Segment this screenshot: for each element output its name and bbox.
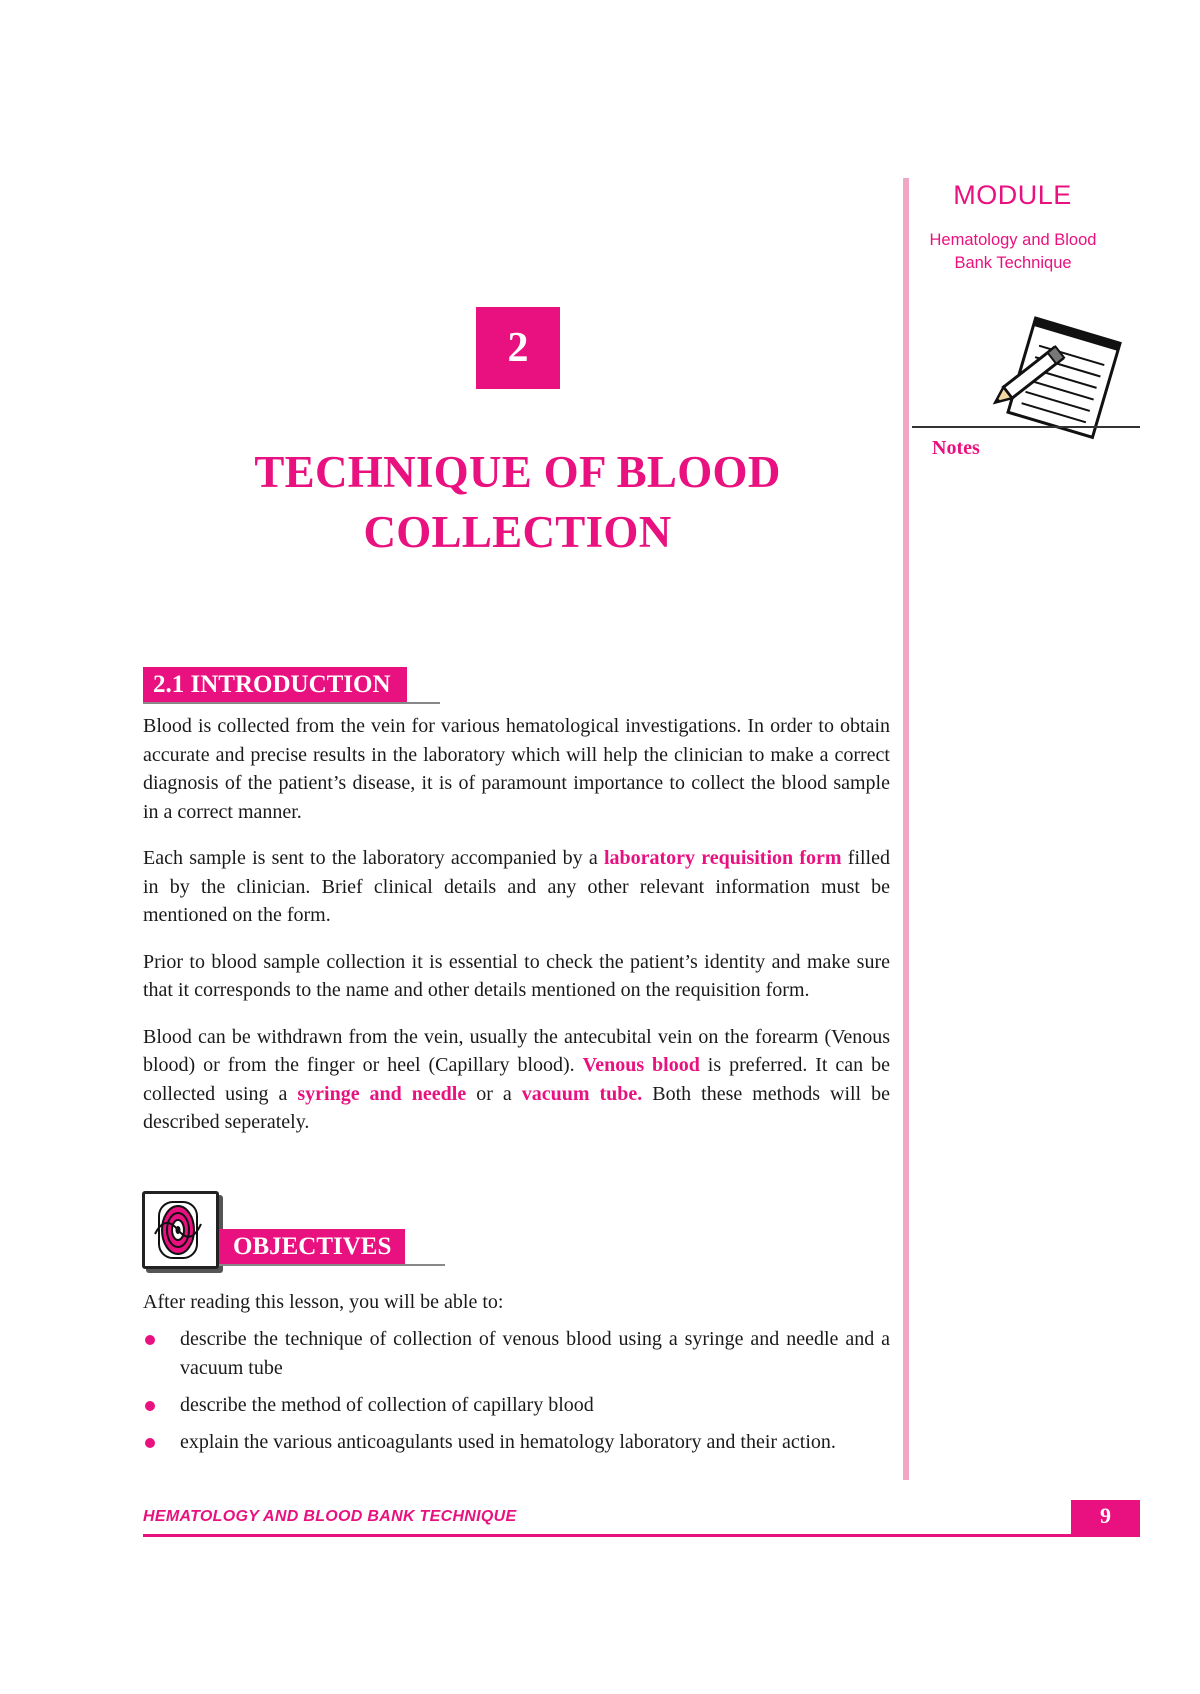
notes-label: Notes <box>932 437 980 459</box>
module-subtitle <box>918 229 1108 275</box>
objectives-icon-frame <box>142 1191 219 1269</box>
intro-paragraph-4 <box>143 1023 890 1137</box>
margin-rule <box>903 178 909 1480</box>
heading-underline <box>219 1264 445 1266</box>
module-subtitle-line1: Hematology and Blood <box>929 231 1097 249</box>
objectives-list <box>143 1325 890 1465</box>
paragraph-text: Both these methods will be described seperately. <box>143 1082 890 1133</box>
objective-text: explain the various anticoagulants used in hematology laboratory and their action. <box>180 1431 836 1453</box>
paragraph-text: is preferred. It can be collected using a <box>143 1054 890 1105</box>
intro-paragraph-1: Blood is collected from the vein for various hematological investigations. In order to obtain accurate and precise results in the laboratory which will help the clinician to make a correct diagnosis of the patient’s disease, it is of paramount importance to collect the blood sample in a correct manner. <box>143 715 890 823</box>
module-title: MODULE <box>953 180 1072 210</box>
intro-paragraph-3: Prior to blood sample collection it is essential to check the patient’s identity and make sure that it corresponds to the name and other details mentioned on the requisition form. <box>143 950 890 1001</box>
objective-text: describe the method of collection of capillary blood <box>180 1394 594 1416</box>
list-item <box>143 1428 890 1457</box>
list-item <box>143 1391 890 1420</box>
bullet-icon <box>145 1438 155 1448</box>
notes-divider <box>912 426 1140 428</box>
paragraph-text: Blood can be withdrawn from the vein, usually the antecubital vein on the forearm (Venous blood) or from the finger or heel (Capillary blood). <box>143 1025 890 1076</box>
intro-paragraph-2 <box>143 844 890 930</box>
heading-underline <box>143 702 440 704</box>
introduction-heading: 2.1 INTRODUCTION <box>143 667 407 702</box>
bullet-icon <box>145 1401 155 1411</box>
list-item <box>143 1325 890 1383</box>
paragraph-text: filled in by the clinician. Brief clinical details and any other relevant information must be mentioned on the form. <box>143 847 890 926</box>
paragraph-text: or a <box>466 1082 522 1105</box>
objectives-heading: OBJECTIVES <box>219 1229 405 1264</box>
introduction-body <box>143 712 890 1155</box>
page-number: 9 <box>1071 1500 1140 1537</box>
paragraph-text: Each sample is sent to the laboratory accompanied by a <box>143 847 604 869</box>
target-icon <box>145 1194 216 1266</box>
footer-rule <box>143 1534 1140 1537</box>
objectives-intro: After reading this lesson, you will be able to: <box>143 1291 504 1313</box>
chapter-title-line1: TECHNIQUE OF BLOOD <box>254 447 781 497</box>
running-footer: HEMATOLOGY AND BLOOD BANK TECHNIQUE <box>143 1508 517 1525</box>
module-subtitle-line2: Bank Technique <box>954 254 1072 272</box>
highlight-term: syringe and needle <box>297 1082 467 1105</box>
bullet-icon <box>145 1335 155 1345</box>
chapter-number: 2 <box>476 307 560 389</box>
objective-text: describe the technique of collection of venous blood using a syringe and needle and a vacuum tube <box>180 1328 890 1379</box>
chapter-title <box>130 442 905 562</box>
highlight-term: Venous blood <box>582 1054 700 1076</box>
chapter-title-line2: COLLECTION <box>363 507 672 557</box>
highlight-term: vacuum tube. <box>521 1082 643 1105</box>
highlight-term: laboratory requisition form <box>603 847 842 869</box>
